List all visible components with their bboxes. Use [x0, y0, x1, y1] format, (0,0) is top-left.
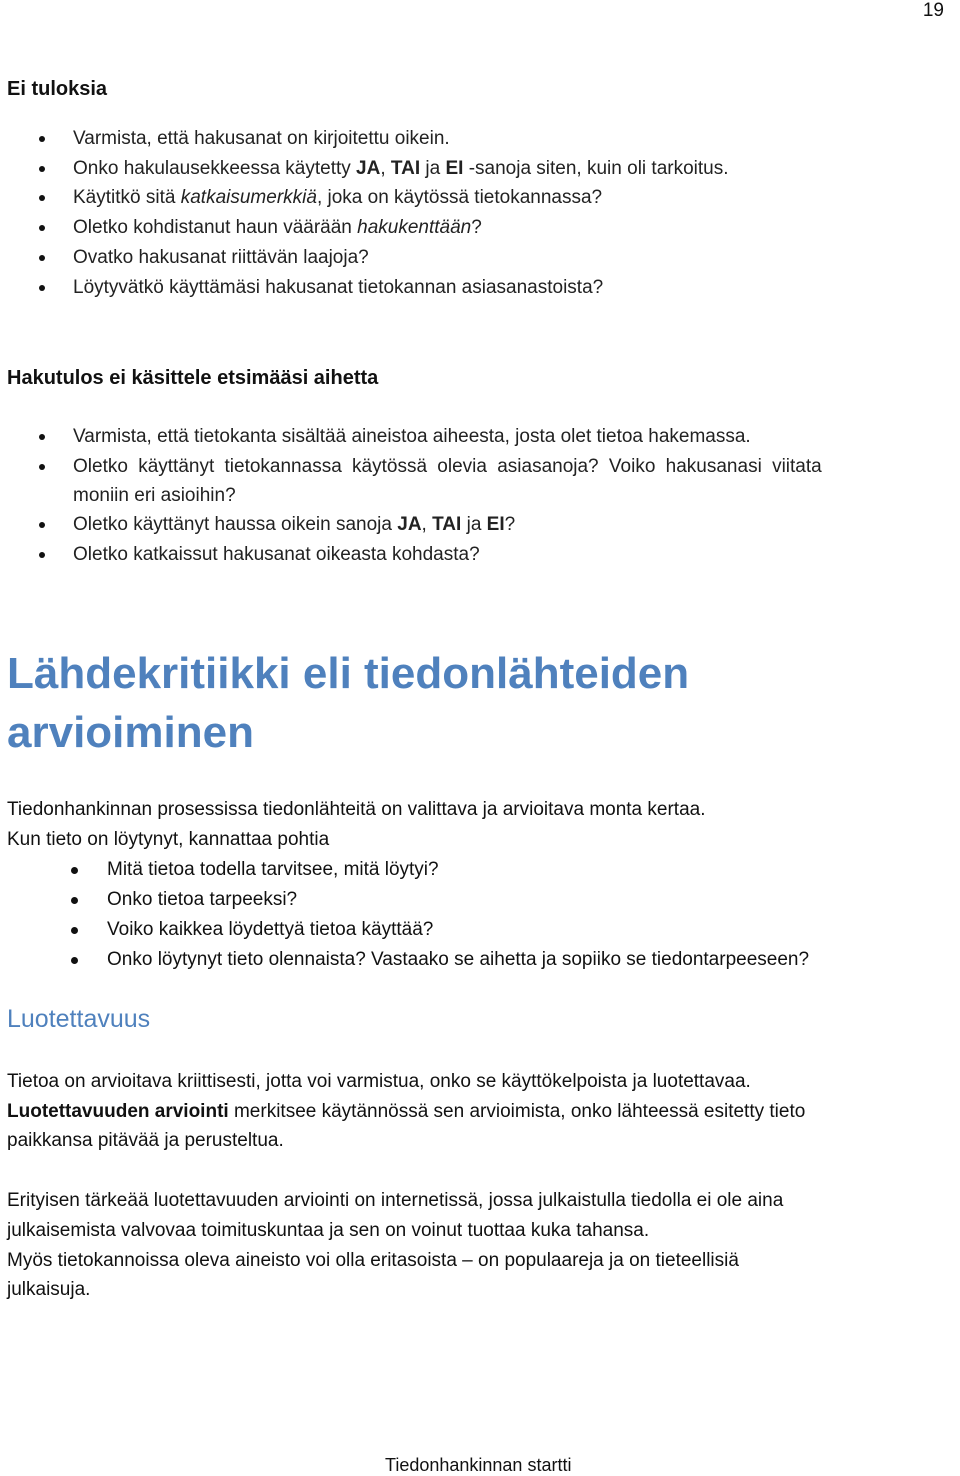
paragraph-continuation: paikkansa pitävää ja perusteltua.: [7, 1130, 284, 1151]
paragraph: Erityisen tärkeää luotettavuuden arviointi on internetissä, jossa julkaistulla tiedolla ei ole aina: [7, 1190, 784, 1211]
bullet-icon: [39, 464, 45, 470]
bullet-icon: [71, 867, 78, 874]
list-item: Voiko kaikkea löydettyä tietoa käyttää?: [107, 919, 434, 940]
list-item: Onko tietoa tarpeeksi?: [107, 889, 298, 910]
bullet-icon: [39, 136, 45, 142]
paragraph-continuation: julkaisuja.: [7, 1279, 91, 1300]
list-item: Onko löytynyt tieto olennaista? Vastaako se aihetta ja sopiiko se tiedontarpeeseen?: [107, 949, 810, 970]
list-item: Oletko katkaissut hakusanat oikeasta kohdasta?: [73, 544, 480, 565]
bullet-icon: [71, 927, 78, 934]
main-heading-line-2: arvioiminen: [7, 708, 254, 757]
bullet-icon: [71, 897, 78, 904]
paragraph: Tietoa on arvioitava kriittisesti, jotta voi varmistua, onko se käyttökelpoista ja luotettavaa.: [7, 1071, 751, 1092]
list-item: Mitä tietoa todella tarvitsee, mitä löytyi?: [107, 859, 439, 880]
list-item: Ovatko hakusanat riittävän laajoja?: [73, 247, 369, 268]
bullet-icon: [39, 255, 45, 261]
subheading-reliability: Luotettavuus: [7, 1005, 151, 1033]
list-item-continuation: moniin eri asioihin?: [73, 485, 236, 506]
paragraph: Luotettavuuden arviointi merkitsee käytännössä sen arvioimista, onko lähteessä esitetty tieto: [7, 1101, 806, 1122]
bullet-icon: [39, 225, 45, 231]
list-item: Onko hakulausekkeessa käytetty JA, TAI ja EI -sanoja siten, kuin oli tarkoitus.: [73, 158, 729, 179]
bullet-icon: [39, 552, 45, 558]
paragraph-continuation: julkaisemista valvovaa toimituskuntaa ja sen on voinut tuottaa kuka tahansa.: [7, 1220, 650, 1241]
bullet-icon: [39, 522, 45, 528]
paragraph: Myös tietokannoissa oleva aineisto voi olla eritasoista – on populaareja ja on tieteellisiä: [7, 1250, 739, 1271]
list-item: Oletko käyttänyt tietokannassa käytössä olevia asiasanoja? Voiko hakusanasi viitata: [73, 456, 822, 477]
list-item: Löytyvätkö käyttämäsi hakusanat tietokannan asiasanastoista?: [73, 277, 604, 298]
list-item: Varmista, että hakusanat on kirjoitettu oikein.: [73, 128, 450, 149]
bullet-icon: [71, 957, 78, 964]
bullet-icon: [39, 434, 45, 440]
heading-off-topic: Hakutulos ei käsittele etsimääsi aihetta: [7, 367, 379, 389]
bullet-icon: [39, 166, 45, 172]
page-footer: Tiedonhankinnan startti: [385, 1455, 572, 1475]
list-item: Varmista, että tietokanta sisältää aineistoa aiheesta, josta olet tietoa hakemassa.: [73, 426, 751, 447]
list-item: Käytitkö sitä katkaisumerkkiä, joka on käytössä tietokannassa?: [73, 187, 603, 208]
bullet-icon: [39, 285, 45, 291]
bullet-icon: [39, 195, 45, 201]
heading-no-results: Ei tuloksia: [7, 78, 108, 100]
list-item: Oletko käyttänyt haussa oikein sanoja JA, TAI ja EI?: [73, 514, 516, 535]
page-number: 19: [922, 0, 944, 21]
main-heading-line-1: Lähdekritiikki eli tiedonlähteiden: [7, 649, 690, 698]
paragraph: Tiedonhankinnan prosessissa tiedonlähteitä on valittava ja arvioitava monta kertaa.: [7, 799, 706, 820]
paragraph: Kun tieto on löytynyt, kannattaa pohtia: [7, 829, 330, 850]
list-item: Oletko kohdistanut haun väärään hakukenttään?: [73, 217, 482, 238]
